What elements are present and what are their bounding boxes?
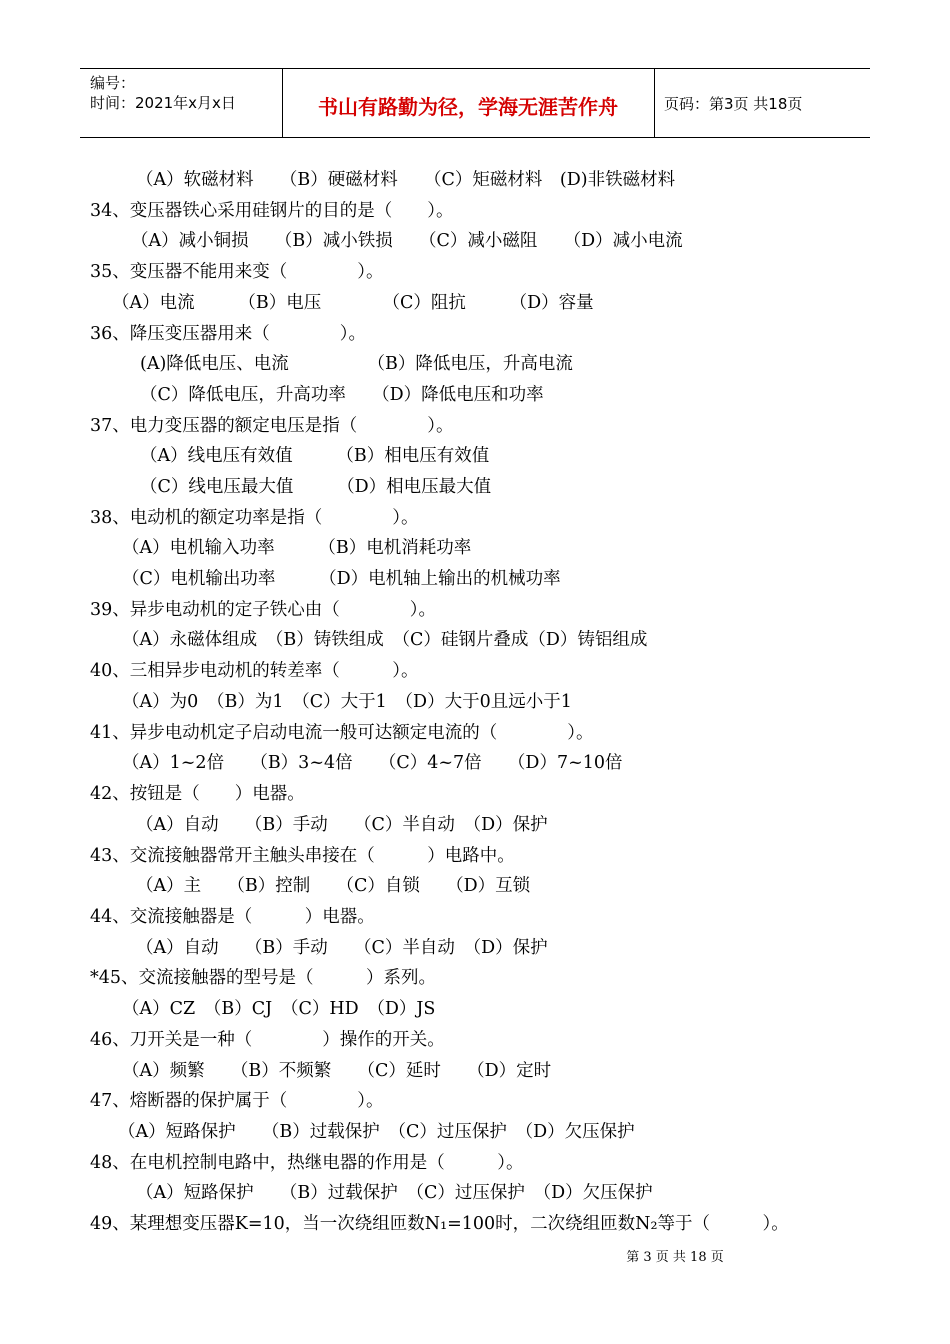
text-line: （A）自动 （B）手动 （C）半自动 （D）保护	[136, 938, 548, 958]
text-line: （A）主 （B）控制 （C）自锁 （D）互锁	[136, 876, 531, 896]
text-line: 49、某理想变压器K=10，当一次绕组匝数N₁=100时，二次绕组匝数N₂等于（ ）。	[90, 1214, 789, 1234]
text-line: 37、电力变压器的额定电压是指（ ）。	[90, 416, 454, 436]
text-line: （C）线电压最大值 （D）相电压最大值	[140, 477, 492, 497]
header-meta	[90, 73, 236, 113]
header-number: 编号：	[90, 74, 136, 92]
text-line: （A）CZ （B）CJ （C）HD （D）JS	[122, 999, 436, 1019]
text-line: （A）电流 （B）电压 （C）阻抗 （D）容量	[112, 293, 594, 313]
text-line: （A）为0 （B）为1 （C）大于1 （D）大于0且远小于1	[122, 692, 572, 712]
header-divider-2	[654, 69, 655, 137]
text-line: 47、熔断器的保护属于（ ）。	[90, 1091, 384, 1111]
text-line: 41、异步电动机定子启动电流一般可达额定电流的（ ）。	[90, 723, 594, 743]
text-line: （A）永磁体组成 （B）铸铁组成 （C）硅钢片叠成（D）铸铝组成	[122, 630, 648, 650]
header-motto: 书山有路勤为径，学海无涯苦作舟	[318, 95, 618, 119]
text-line: （A）自动 （B）手动 （C）半自动 （D）保护	[136, 815, 548, 835]
text-line: *45、交流接触器的型号是（ ）系列。	[90, 968, 437, 988]
text-line: 48、在电机控制电路中，热继电器的作用是（ ）。	[90, 1153, 524, 1173]
text-line: （A）线电压有效值 （B）相电压有效值	[140, 446, 490, 466]
text-line: （A）1~2倍 （B）3~4倍 （C）4~7倍 （D）7~10倍	[122, 753, 623, 773]
text-line: 39、异步电动机的定子铁心由（ ）。	[90, 600, 437, 620]
text-line: （A）短路保护 （B）过载保护 （C）过压保护 （D）欠压保护	[118, 1122, 635, 1142]
text-line: （A）电机输入功率 （B）电机消耗功率	[122, 538, 472, 558]
text-line: （C）电机输出功率 （D）电机轴上输出的机械功率	[122, 569, 561, 589]
page-footer	[0, 1246, 950, 1265]
page-header	[80, 68, 870, 138]
text-line: 40、三相异步电动机的转差率（ ）。	[90, 661, 419, 681]
text-line: 38、电动机的额定功率是指（ ）。	[90, 508, 419, 528]
text-line: (A)降低电压、电流 （B）降低电压，升高电流	[140, 354, 573, 374]
text-line: （A）减小铜损 （B）减小铁损 （C）减小磁阻 （D）减小电流	[131, 231, 683, 251]
text-line: （C）降低电压，升高功率 （D）降低电压和功率	[140, 385, 544, 405]
header-page-info: 页码：第3页 共18页	[664, 95, 803, 113]
text-line: 35、变压器不能用来变（ ）。	[90, 262, 384, 282]
footer-page-number: 第 3 页 共 18 页	[626, 1250, 724, 1265]
text-line: （A）软磁材料 （B）硬磁材料 （C）矩磁材料 (D)非铁磁材料	[136, 170, 676, 190]
text-line: 42、按钮是（ ）电器。	[90, 784, 305, 804]
text-line: 36、降压变压器用来（ ）。	[90, 324, 367, 344]
text-line: （A）频繁 （B）不频繁 （C）延时 （D）定时	[122, 1061, 552, 1081]
text-line: 44、交流接触器是（ ）电器。	[90, 907, 375, 927]
text-line: 46、刀开关是一种（ ）操作的开关。	[90, 1030, 445, 1050]
text-line: 34、变压器铁心采用硅钢片的目的是（ ）。	[90, 201, 454, 221]
header-time: 时间：2021年x月x日	[90, 94, 236, 112]
text-line: 43、交流接触器常开主触头串接在（ ）电路中。	[90, 846, 515, 866]
text-line: （A）短路保护 （B）过载保护 （C）过压保护 （D）欠压保护	[136, 1183, 653, 1203]
